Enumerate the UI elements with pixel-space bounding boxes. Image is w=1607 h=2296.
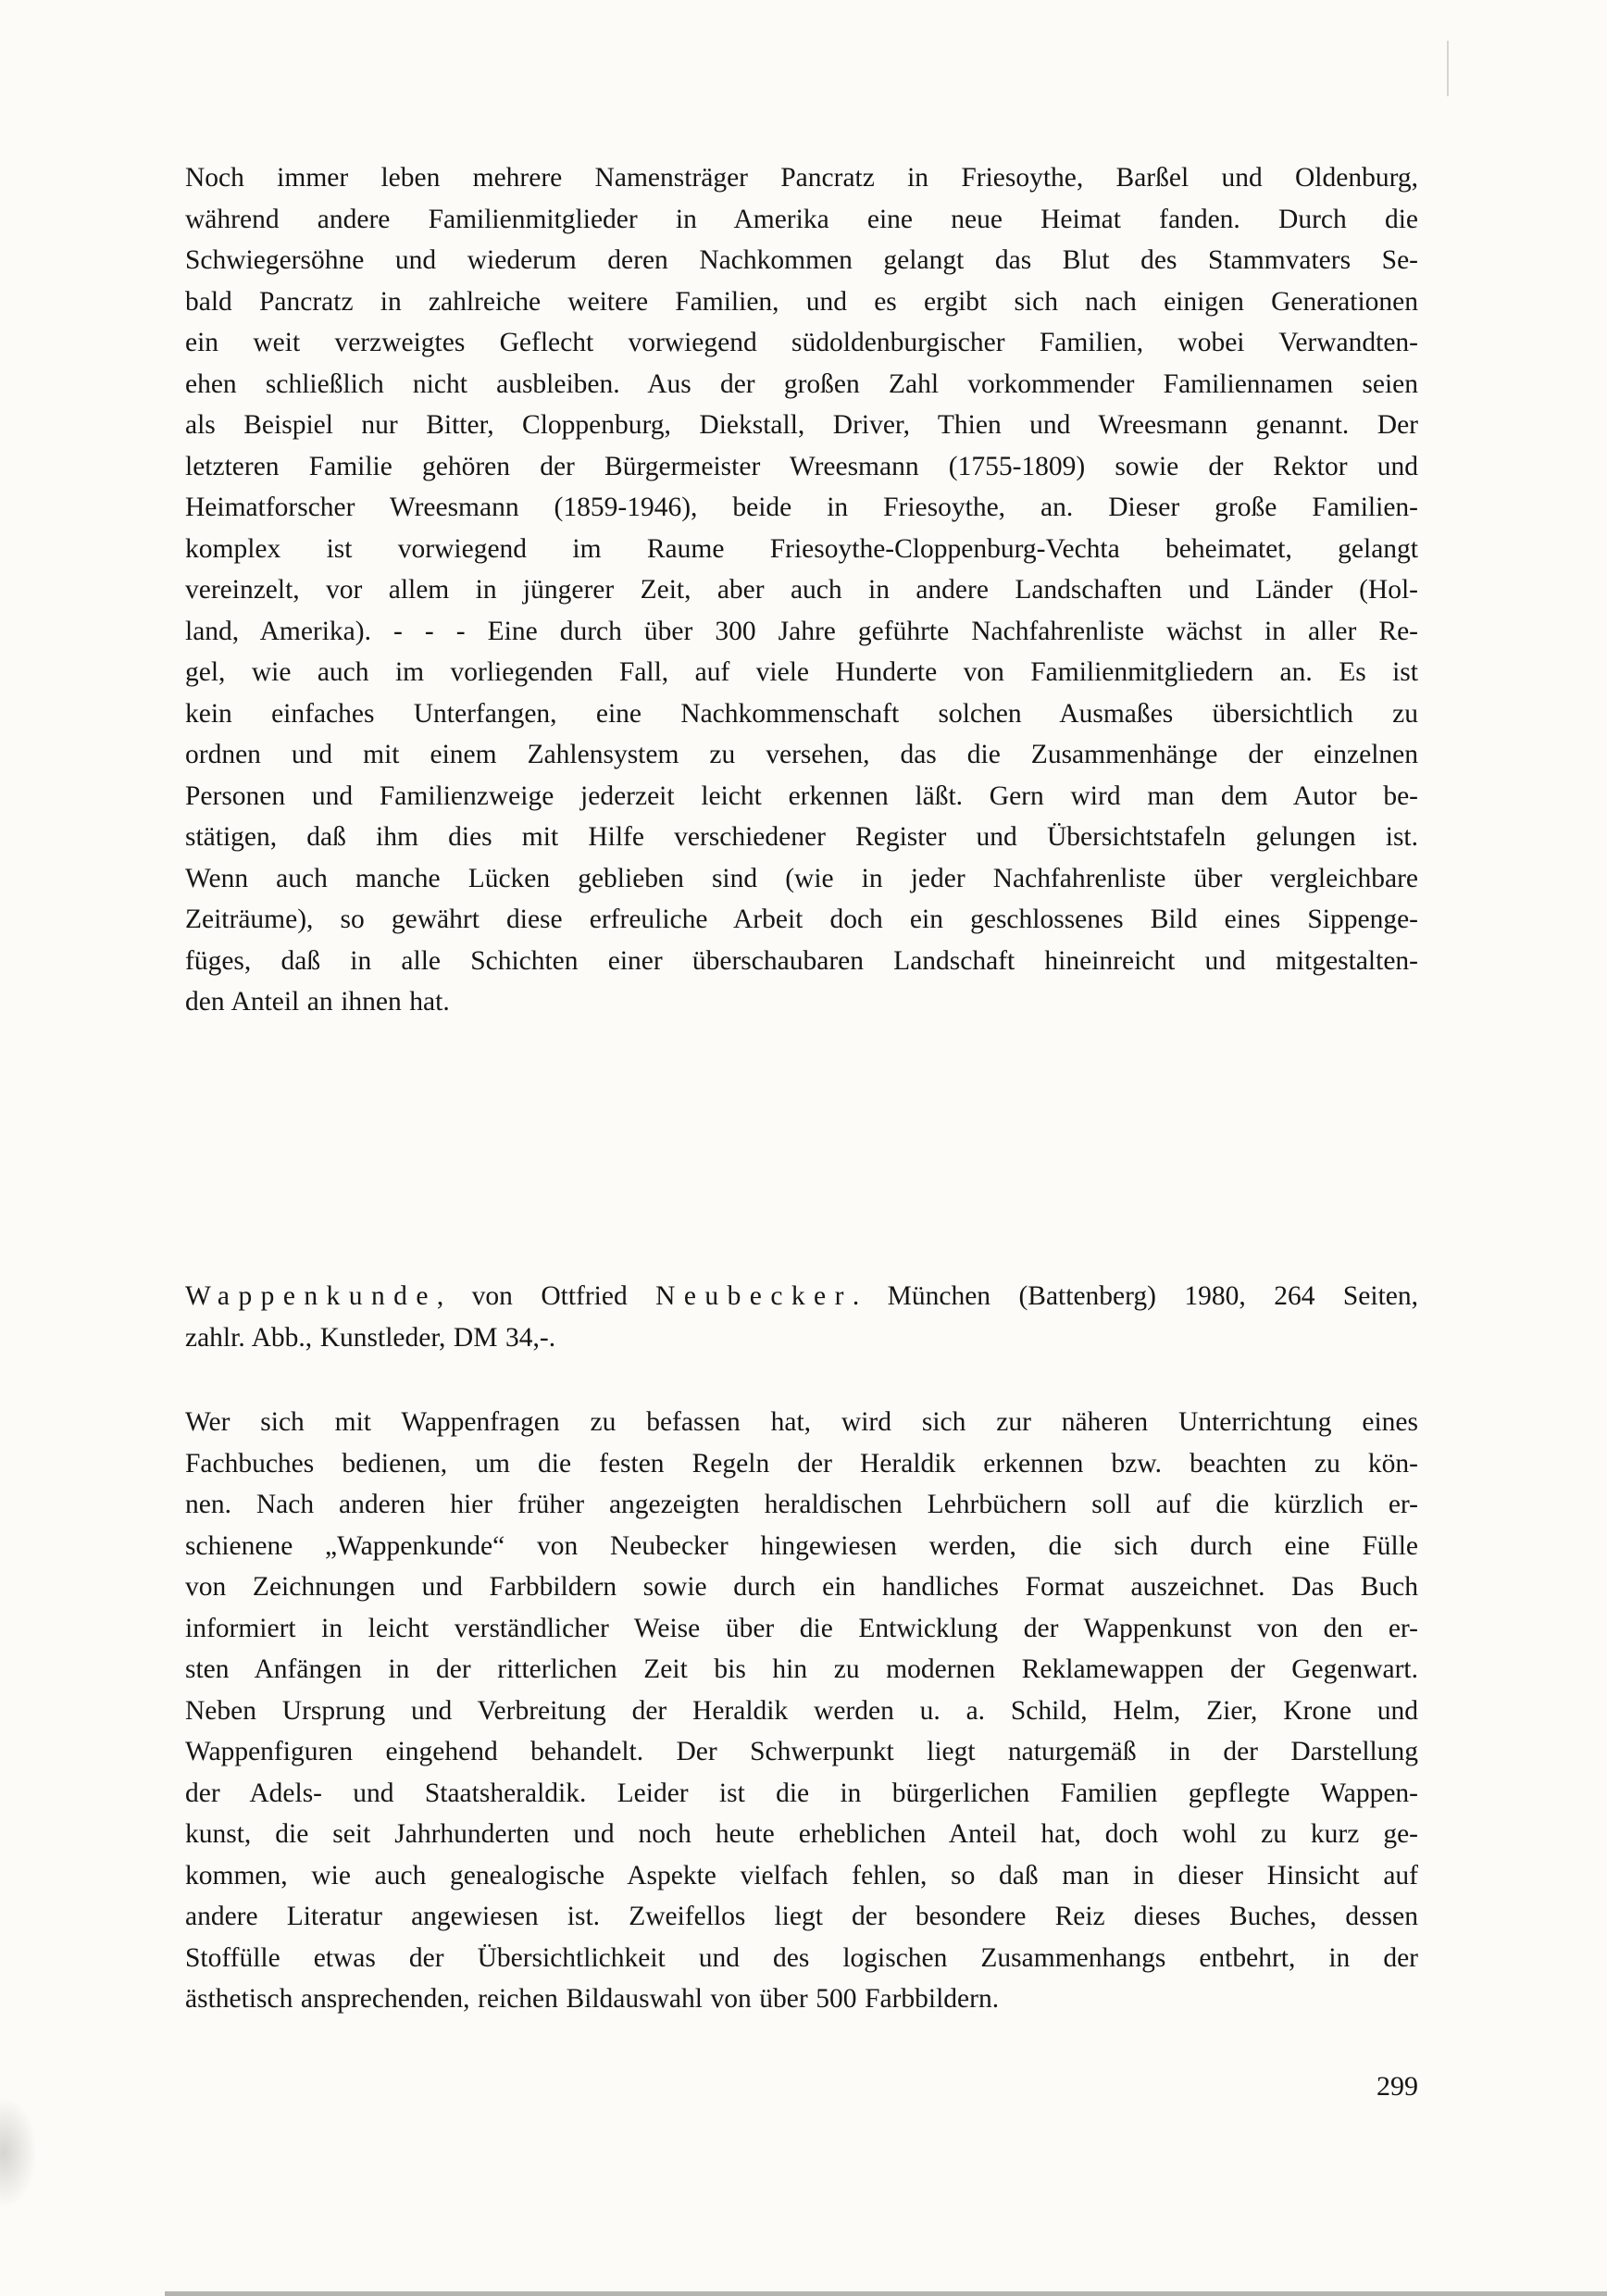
citation-line-1: [185, 1276, 1418, 1317]
text-line: ehen schließlich nicht ausbleiben. Aus der großen Zahl vorkommender Familiennamen seien: [185, 368, 1418, 399]
review-paragraph-pancratz: [185, 157, 1418, 1023]
text-line: letzteren Familie gehören der Bürgermeister Wreesmann (1755-1809) sowie der Rektor und: [185, 451, 1418, 481]
book-citation-wappenkunde: [185, 1276, 1418, 1358]
text-line: informiert in leicht verständlicher Weise über die Entwicklung der Wappenkunst von den er-: [185, 1613, 1418, 1643]
scan-artifact-top-right: [1447, 41, 1449, 96]
text-line: andere Literatur angewiesen ist. Zweifellos liegt der besondere Reiz dieses Buches, dessen: [185, 1902, 1418, 1931]
text-line: kein einfaches Unterfangen, eine Nachkommenschaft solchen Ausmaßes übersichtlich zu: [185, 698, 1418, 729]
page-number: 299: [1377, 2071, 1418, 2102]
text-line: Stoffülle etwas der Übersichtlichkeit und des logischen Zusammenhangs entbehrt, in der: [185, 1942, 1418, 1973]
scan-artifact-bottom-edge: [165, 2291, 1607, 2296]
text-line: Wenn auch manche Lücken geblieben sind (wie in jeder Nachfahrenliste über vergleichbare: [185, 863, 1418, 893]
text-line: ein weit verzweigtes Geflecht vorwiegend südoldenburgischer Familien, wobei Verwandten-: [185, 328, 1418, 357]
text-line: kunst, die seit Jahrhunderten und noch heute erheblichen Anteil hat, doch wohl zu kurz ge-: [185, 1819, 1418, 1849]
text-line: kommen, wie auch genealogische Aspekte vielfach fehlen, so daß man in dieser Hinsicht auf: [185, 1860, 1418, 1890]
text-line: den Anteil an ihnen hat.: [185, 987, 450, 1017]
text-line: Personen und Familienzweige jederzeit leicht erkennen läßt. Gern wird man dem Autor be-: [185, 780, 1418, 811]
text-line: nen. Nach anderen hier früher angezeigten heraldischen Lehrbüchern soll auf die kürzlich er-: [185, 1490, 1418, 1519]
review-paragraph-wappenkunde: [185, 1402, 1418, 2020]
text-line: von Zeichnungen und Farbbildern sowie durch ein handliches Format auszeichnet. Das Buch: [185, 1572, 1418, 1602]
text-line: vereinzelt, vor allem in jüngerer Zeit, aber auch in andere Landschaften und Länder (Hol-: [185, 575, 1418, 605]
letterspaced-name: Wappenkunde: [185, 1281, 437, 1311]
text-line: bald Pancratz in zahlreiche weitere Familien, und es ergibt sich nach einigen Generationen: [185, 286, 1418, 317]
text-line: komplex ist vorwiegend im Raume Friesoythe-Cloppenburg-Vechta beheimatet, gelangt: [185, 533, 1418, 564]
text-line: der Adels- und Staatsheraldik. Leider ist die in bürgerlichen Familien gepflegte Wappen-: [185, 1778, 1418, 1808]
text-line: Fachbuches bedienen, um die festen Regeln der Heraldik erkennen bzw. beachten zu kön-: [185, 1448, 1418, 1479]
text-line: schienene „Wappenkunde“ von Neubecker hingewiesen werden, die sich durch eine Fülle: [185, 1530, 1418, 1561]
text-line: ästhetisch ansprechenden, reichen Bildauswahl von über 500 Farbbildern.: [185, 1984, 1000, 2014]
text-line: füges, daß in alle Schichten einer überschaubaren Landschaft hineinreicht und mitgestalten-: [185, 945, 1418, 976]
text-line: Noch immer leben mehrere Namensträger Pancratz in Friesoythe, Barßel und Oldenburg,: [185, 163, 1418, 193]
letterspaced-name: Neubecker: [655, 1281, 853, 1311]
citation-line-2: zahlr. Abb., Kunstleder, DM 34,-.: [185, 1322, 556, 1353]
text-line: ordnen und mit einem Zahlensystem zu versehen, das die Zusammenhänge der einzelnen: [185, 740, 1418, 769]
text-line: sten Anfängen in der ritterlichen Zeit bis hin zu modernen Reklamewappen der Gegenwart.: [185, 1654, 1418, 1684]
page-text-block: [185, 0, 1418, 2296]
text-line: Heimatforscher Wreesmann (1859-1946), beide in Friesoythe, an. Dieser große Familien-: [185, 493, 1418, 522]
text-line: Wappenfiguren eingehend behandelt. Der Schwerpunkt liegt naturgemäß in der Darstellung: [185, 1737, 1418, 1766]
text-line: Zeiträume), so gewährt diese erfreuliche Arbeit doch ein geschlossenes Bild eines Sippenge-: [185, 905, 1418, 934]
citation-text: , von Ottfried: [436, 1281, 656, 1311]
text-line: Schwiegersöhne und wiederum deren Nachkommen gelangt das Blut des Stammvaters Se-: [185, 245, 1418, 275]
text-line: gel, wie auch im vorliegenden Fall, auf viele Hunderte von Familienmitgliedern an. Es ist: [185, 657, 1418, 687]
text-line: land, Amerika). - - - Eine durch über 300 Jahre geführte Nachfahrenliste wächst in aller Re-: [185, 616, 1418, 646]
citation-text: . München (Battenberg) 1980, 264 Seiten,: [852, 1281, 1418, 1311]
text-line: Wer sich mit Wappenfragen zu befassen hat, wird sich zur näheren Unterrichtung eines: [185, 1407, 1418, 1437]
text-line: als Beispiel nur Bitter, Cloppenburg, Diekstall, Driver, Thien und Wreesmann genannt. Der: [185, 410, 1418, 440]
text-line: während andere Familienmitglieder in Amerika eine neue Heimat fanden. Durch die: [185, 204, 1418, 234]
text-line: stätigen, daß ihm dies mit Hilfe verschiedener Register und Übersichtstafeln gelungen ist.: [185, 822, 1418, 852]
scan-artifact-left-smudge: [0, 2097, 37, 2208]
text-line: Neben Ursprung und Verbreitung der Heraldik werden u. a. Schild, Helm, Zier, Krone und: [185, 1695, 1418, 1726]
